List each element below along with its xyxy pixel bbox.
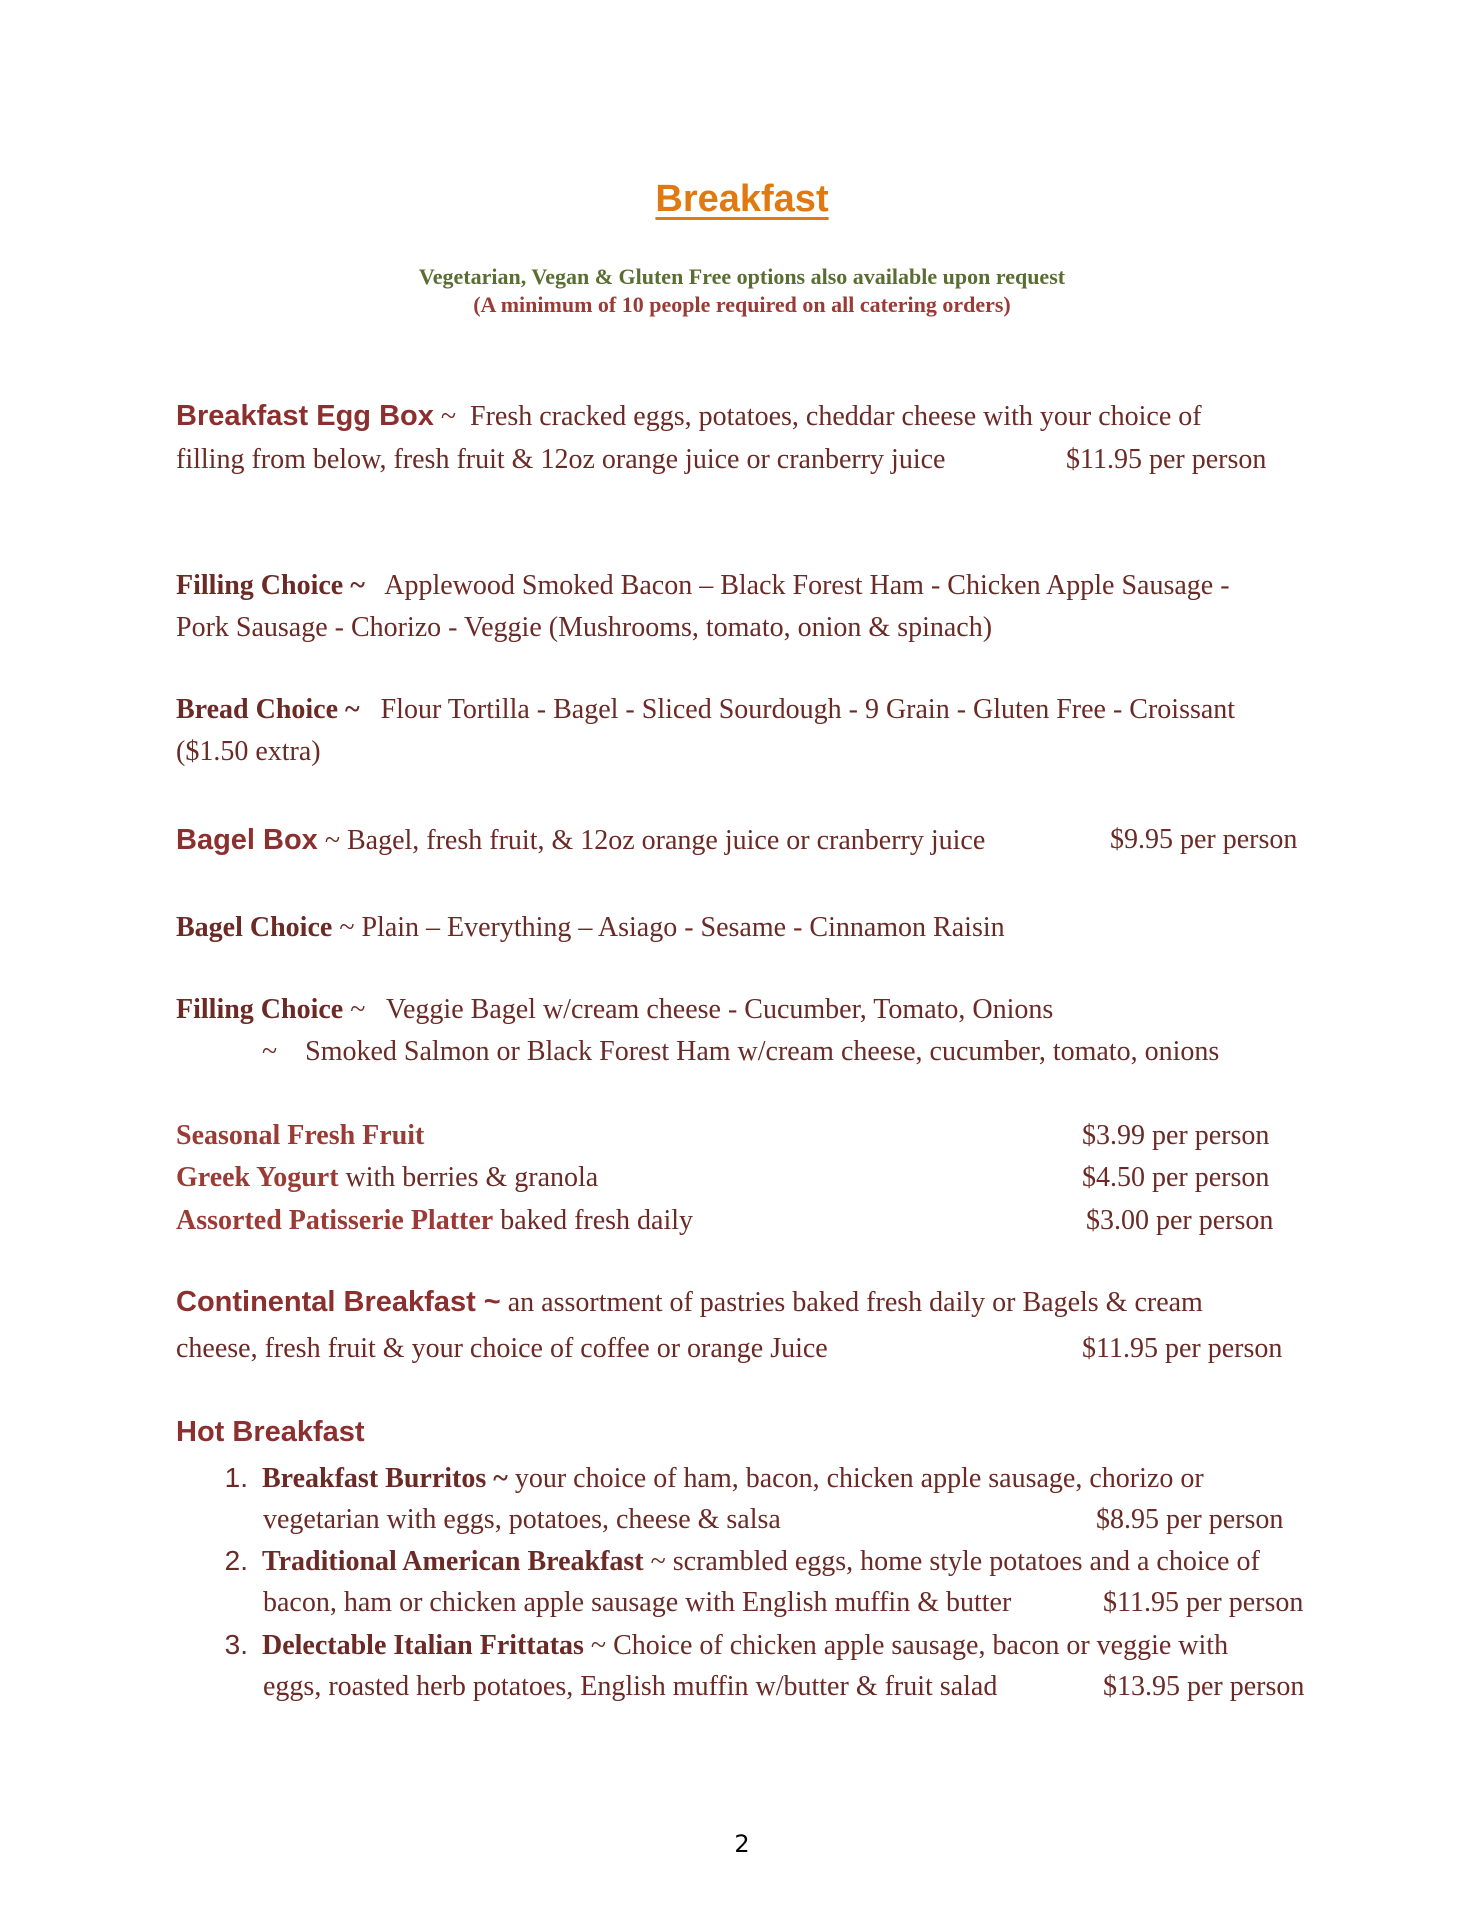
hot-item-3-desc-2: eggs, roasted herb potatoes, English muffin w/butter & fruit salad	[263, 1671, 998, 1702]
bagel-choice-line	[176, 912, 1005, 944]
bread-line1	[176, 694, 1235, 726]
side-item-desc: with berries & granola	[345, 1162, 599, 1193]
bagel-choice-desc: ~ Plain – Everything – Asiago - Sesame - Cinnamon Raisin	[339, 912, 1005, 943]
bagel-filling-label: Filling Choice	[176, 994, 344, 1025]
egg-filling-label: Filling Choice ~	[176, 570, 365, 601]
hot-item-3-line1	[218, 1629, 1228, 1662]
side-item-yogurt	[176, 1162, 598, 1194]
bread-desc-2: ($1.50 extra)	[176, 736, 321, 767]
egg-box-desc-2: filling from below, fresh fruit & 12oz orange juice or cranberry juice	[176, 444, 946, 475]
hot-item-name: Delectable Italian Frittatas	[262, 1630, 584, 1661]
hot-item-3-price: $13.95 per person	[1103, 1671, 1305, 1702]
side-item-price: $3.00 per person	[1086, 1205, 1274, 1236]
continental-name: Continental Breakfast ~	[176, 1286, 501, 1318]
hot-item-desc-1: ~ Choice of chicken apple sausage, bacon or veggie with	[590, 1630, 1229, 1661]
egg-filling-desc-2: Pork Sausage - Chorizo - Veggie (Mushrooms, tomato, onion & spinach)	[176, 612, 993, 643]
continental-price: $11.95 per person	[1082, 1333, 1283, 1364]
bagel-box-line	[176, 824, 985, 857]
dietary-options-note: Vegetarian, Vegan & Gluten Free options also available upon request	[418, 264, 1066, 289]
side-item-desc: baked fresh daily	[500, 1205, 694, 1236]
side-item-name: Assorted Patisserie Platter	[176, 1205, 494, 1236]
hot-item-1-line1	[218, 1462, 1204, 1495]
egg-box-price: $11.95 per person	[1066, 444, 1267, 475]
bread-desc-1: Flour Tortilla - Bagel - Sliced Sourdough - 9 Grain - Gluten Free - Croissant	[380, 694, 1236, 725]
side-item-name: Seasonal Fresh Fruit	[176, 1120, 425, 1151]
bagel-filling-sep-2: ~	[262, 1036, 278, 1067]
egg-filling-line1	[176, 570, 1230, 602]
side-item-name: Greek Yogurt	[176, 1162, 339, 1193]
bagel-filling-desc-1: Veggie Bagel w/cream cheese - Cucumber, Tomato, Onions	[385, 994, 1054, 1025]
hot-item-2-desc-2: bacon, ham or chicken apple sausage with English muffin & butter	[263, 1587, 1012, 1618]
bagel-filling-sep: ~	[350, 994, 366, 1025]
hot-breakfast-heading: Hot Breakfast	[176, 1416, 365, 1448]
bagel-filling-line2	[262, 1036, 1219, 1068]
list-number: 2.	[224, 1545, 248, 1576]
egg-box-sep: ~	[440, 401, 457, 432]
continental-line1	[176, 1286, 1203, 1319]
hot-item-name: Traditional American Breakfast	[262, 1546, 644, 1577]
page-number: 2	[734, 1830, 750, 1858]
bagel-box-desc: ~ Bagel, fresh fruit, & 12oz orange juice or cranberry juice	[324, 825, 986, 856]
egg-box-desc-1: Fresh cracked eggs, potatoes, cheddar cheese with your choice of	[470, 401, 1202, 432]
egg-filling-desc-1: Applewood Smoked Bacon – Black Forest Ham - Chicken Apple Sausage -	[384, 570, 1230, 601]
continental-desc-1: an assortment of pastries baked fresh daily or Bagels & cream	[507, 1287, 1203, 1318]
hot-item-desc-1: ~ scrambled eggs, home style potatoes and a choice of	[650, 1546, 1260, 1577]
list-number: 3.	[224, 1629, 248, 1660]
hot-item-2-price: $11.95 per person	[1103, 1587, 1304, 1618]
minimum-order-note: (A minimum of 10 people required on all catering orders)	[473, 292, 1011, 317]
side-item-price: $4.50 per person	[1082, 1162, 1270, 1193]
bagel-box-name: Bagel Box	[176, 824, 318, 856]
hot-item-2-line1	[218, 1545, 1260, 1578]
bread-label: Bread Choice ~	[176, 694, 360, 725]
bagel-box-price: $9.95 per person	[1110, 824, 1298, 855]
hot-item-desc-1: your choice of ham, bacon, chicken apple sausage, chorizo or	[514, 1463, 1204, 1494]
egg-box-line1	[176, 400, 1202, 433]
side-item-patisserie	[176, 1205, 693, 1237]
list-number: 1.	[224, 1462, 248, 1493]
page-title: Breakfast	[655, 178, 829, 220]
continental-desc-2: cheese, fresh fruit & your choice of coffee or orange Juice	[176, 1333, 828, 1364]
hot-item-name: Breakfast Burritos ~	[262, 1463, 508, 1494]
egg-box-name: Breakfast Egg Box	[176, 400, 434, 432]
hot-item-1-desc-2: vegetarian with eggs, potatoes, cheese & salsa	[263, 1504, 781, 1535]
side-item-price: $3.99 per person	[1082, 1120, 1270, 1151]
bagel-choice-label: Bagel Choice	[176, 912, 333, 943]
bagel-filling-desc-2: Smoked Salmon or Black Forest Ham w/cream cheese, cucumber, tomato, onions	[305, 1036, 1220, 1067]
hot-item-1-price: $8.95 per person	[1096, 1504, 1284, 1535]
bagel-filling-line1	[176, 994, 1053, 1026]
side-item-fruit	[176, 1120, 424, 1152]
